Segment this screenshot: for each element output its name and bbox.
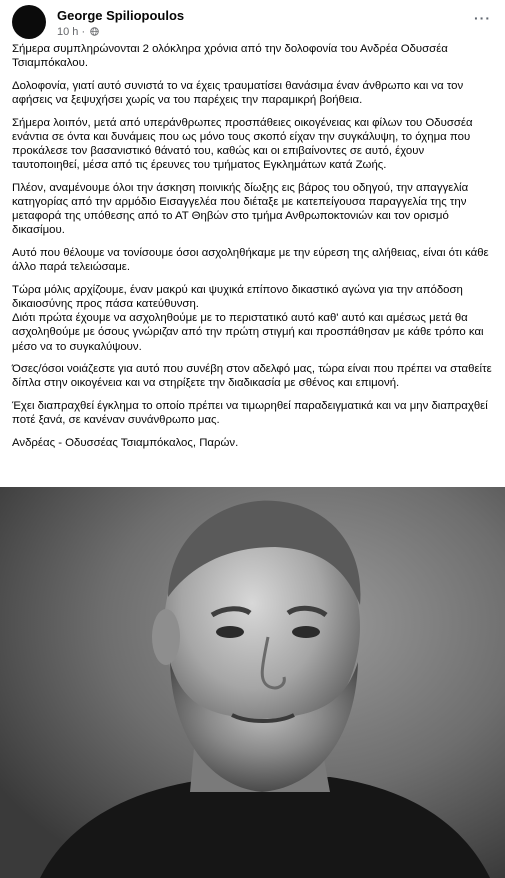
post-paragraph: Πλέον, αναμένουμε όλοι την άσκηση ποινικής δίωξης εις βάρος του οδηγού, την απαγγελία κατηγορίας από την αρμόδιο Εισαγγελέα που διέταξε με κατεπείγουσα παραγγελία της την μεταφορά της υπόθεσης από το ΑΤ Θηβών στο τμήμα Ανθρωποκτονιών και τον ορισμό δικασίμου. [12,181,469,237]
post-paragraph: Τώρα μόλις αρχίζουμε, έναν μακρύ και ψυχικά επίπονο δικαστικό αγώνα για την απόδοση δικαιοσύνης προς πάσα κατεύθυνση. Διότι πρώτα έχουμε να ασχοληθούμε με το περιστατικό αυτό καθ' αυτό και αμέσως μετά θα ασχοληθούμε με όσους γνώριζαν από την πρώτη στιγμή και προσπάθησαν με κάθε τρόπο και μέσο να το συγκαλύψουν. [12,283,484,353]
post-paragraph: Σήμερα συμπληρώνονται 2 ολόκληρα χρόνια από την δολοφονία του Ανδρέα Οδυσσέα Τσιαμπόκαλου. [12,43,448,70]
post-header [12,4,493,40]
portrait-image [0,487,505,878]
post-meta [57,26,99,38]
meta-separator: · [81,26,86,38]
post-paragraph: Ανδρέας - Οδυσσέας Τσιαμπόκαλος, Παρών. [12,436,239,449]
post-photo[interactable] [0,487,505,878]
post-time[interactable]: 10 h [57,26,79,38]
post-paragraph: Όσες/όσοι νοιάζεστε για αυτό που συνέβη στον αδελφό μας, τώρα είναι που πρέπει να σταθείτε δίπλα στην οικογένεια και να στηρίξετε την διαδικασία με σθένος και επιμονή. [12,363,492,390]
author-name[interactable]: George Spiliopoulos [57,8,185,23]
globe-icon[interactable] [90,27,99,36]
post-paragraph: Σήμερα λοιπόν, μετά από υπεράνθρωπες προσπάθειες οικογένειας και φίλων του Οδυσσέα ενάντια σε όντα και δυνάμεις που ως μόνο τους σκοπό είχαν την συγκάλυψη, το όχημα που προκάλεσε τον βασανιστικό θάνατό του, καθώς και οι επιβαίνοντες σε αυτό, έχουν ταυτοποιηθεί, μέσα από τις έρευνες του τμήματος Εγκλημάτων κατά Ζωής. [12,116,473,172]
post-paragraph: Αυτό που θέλουμε να τονίσουμε όσοι ασχοληθήκαμε με την εύρεση της αλήθειας, είναι ότι κάθε άλλο παρά τελειώσαμε. [12,247,489,274]
author-avatar[interactable] [12,5,46,39]
post-text [12,42,494,458]
more-options-icon[interactable]: ··· [474,10,491,26]
post-paragraph: Έχει διαπραχθεί έγκλημα το οποίο πρέπει να τιμωρηθεί παραδειγματικά και να μην διαπραχθεί ποτέ ξανά, σε κανέναν συνάνθρωπο μας. [12,400,488,427]
post-paragraph: Δολοφονία, γιατί αυτό συνιστά το να έχεις τραυματίσει θανάσιμα έναν άνθρωπο και να τον αφήσεις να ξεψυχήσει χωρίς να του παρέχεις την παραμικρή βοήθεια. [12,79,464,106]
